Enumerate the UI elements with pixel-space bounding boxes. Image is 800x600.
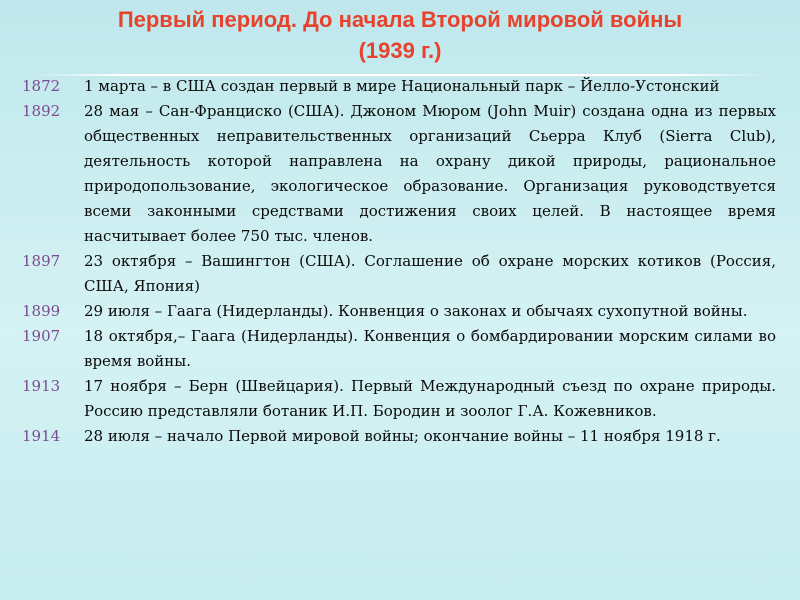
timeline-entry-1899	[22, 299, 776, 324]
timeline-entry-1892	[22, 99, 776, 249]
entry-year: 1907	[22, 327, 61, 345]
slide-title	[0, 4, 800, 66]
entry-text: 1 марта – в США создан первый в мире Национальный парк – Йелло-Устонский	[84, 77, 720, 95]
entry-text: 18 октября,– Гаага (Нидерланды). Конвенция о бомбардировании морским силами во время войны.	[84, 327, 776, 370]
entry-year: 1872	[22, 77, 61, 95]
timeline-list	[22, 74, 776, 449]
entry-text: 23 октября – Вашингтон (США). Соглашение об охране морских котиков (Россия, США, Япония)	[84, 252, 776, 295]
timeline-entry-1872	[22, 74, 776, 99]
timeline-entry-1913	[22, 374, 776, 424]
entry-text: 28 июля – начало Первой мировой войны; окончание войны – 11 ноября 1918 г.	[84, 427, 721, 445]
timeline-entry-1907	[22, 324, 776, 374]
slide-title-line-2: (1939 г.)	[358, 38, 442, 63]
timeline-entry-1914	[22, 424, 776, 449]
entry-text: 17 ноября – Берн (Швейцария). Первый Международный съезд по охране природы. Россию представляли ботаник И.П. Бородин и зоолог Г.А. Кожевников.	[84, 377, 776, 420]
timeline-entry-1897	[22, 249, 776, 299]
entry-text: 29 июля – Гаага (Нидерланды). Конвенция о законах и обычаях сухопутной войны.	[84, 302, 748, 320]
entry-year: 1899	[22, 302, 61, 320]
slide-title-line-1: Первый период. До начала Второй мировой войны	[117, 7, 683, 32]
entry-year: 1897	[22, 252, 61, 270]
entry-year: 1914	[22, 427, 61, 445]
entry-year: 1913	[22, 377, 61, 395]
entry-text: 28 мая – Сан-Франциско (США). Джоном Мюром (John Muir) создана одна из первых общественных неправительственных организаций Сьерра Клуб (Sierra Club), деятельность которой направлена на охрану дикой природы, рациональное природопользование, экологическое образование. Организация руководствуется всеми законными средствами достижения своих целей. В настоящее время насчитывает более 750 тыс. членов.	[84, 102, 776, 245]
entry-year: 1892	[22, 102, 61, 120]
